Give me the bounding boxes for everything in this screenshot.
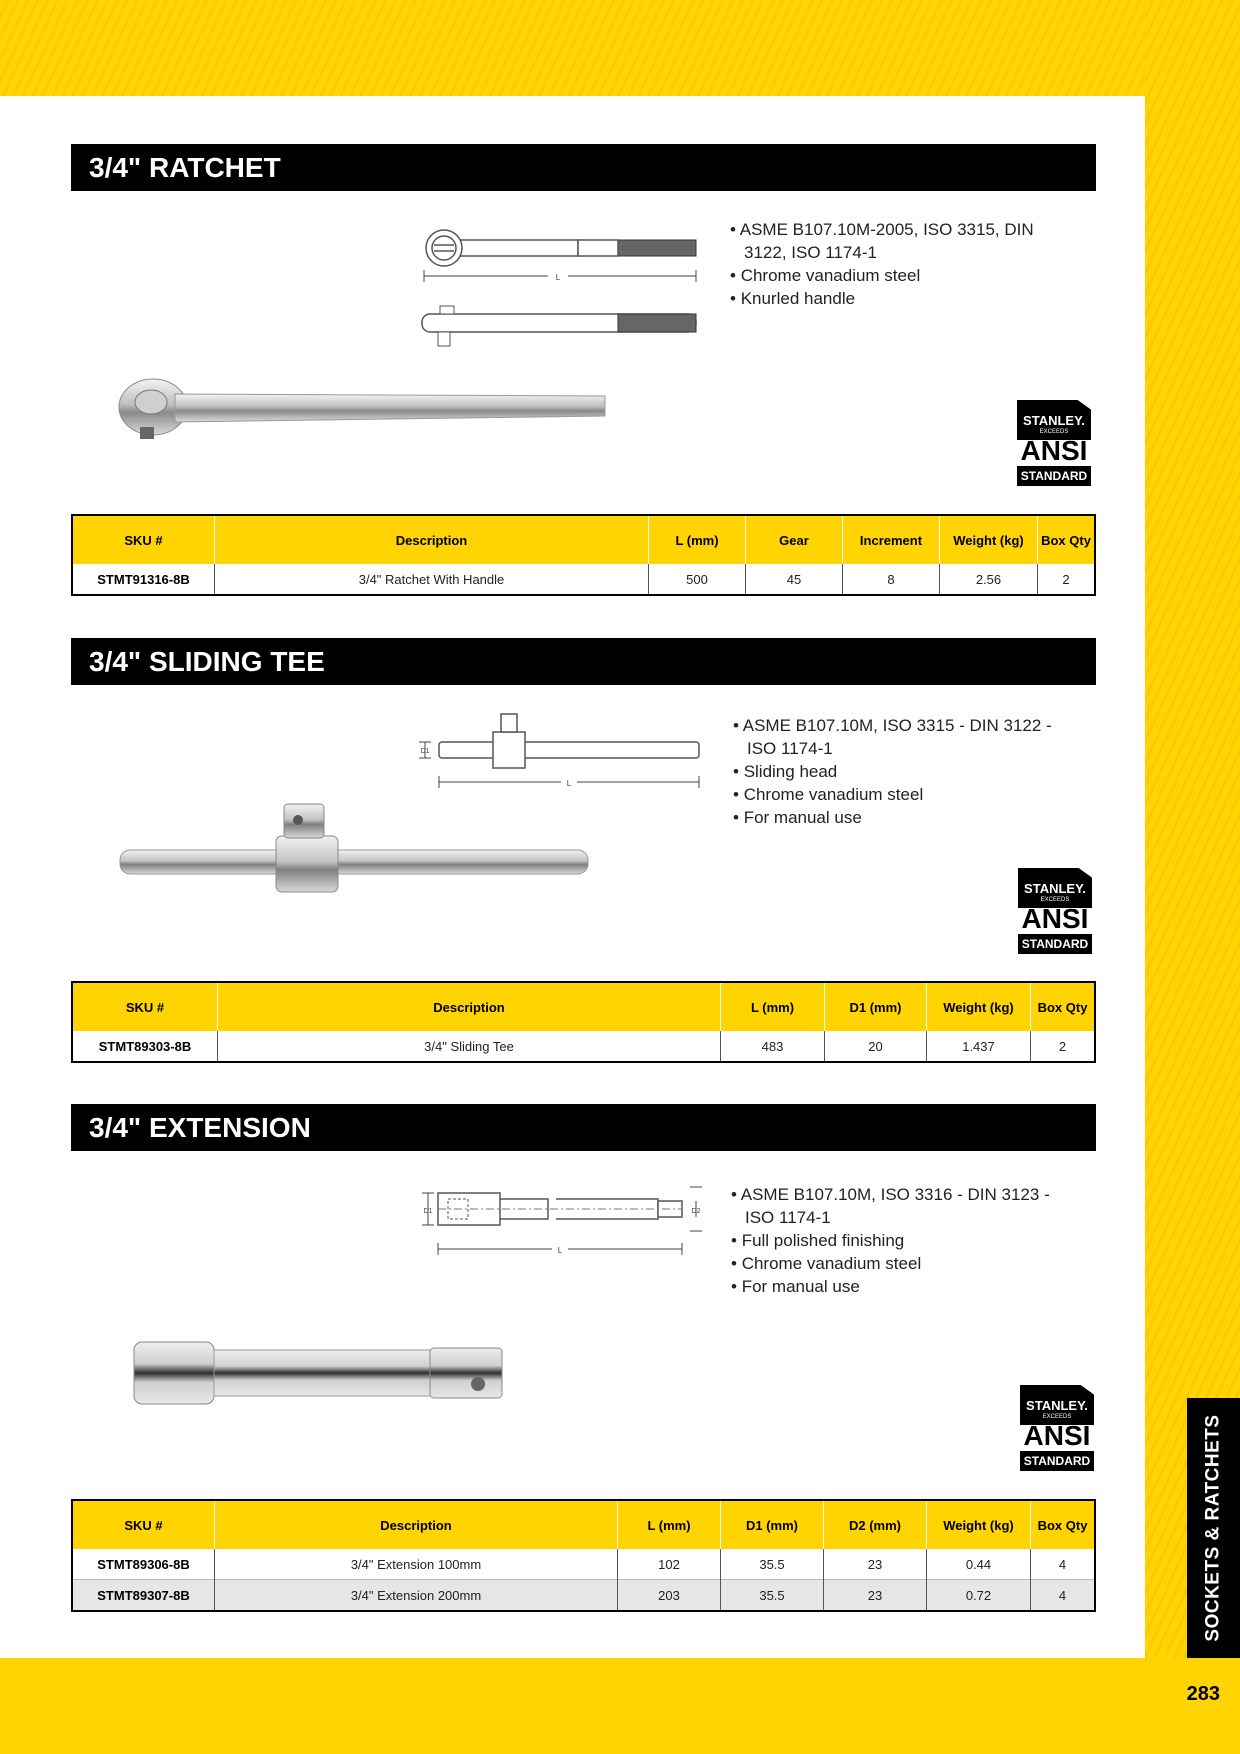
top-decor-band <box>0 0 1240 96</box>
table-row <box>72 1031 1095 1062</box>
table-cell: 483 <box>721 1031 825 1062</box>
ratchet-spec-table <box>71 514 1096 596</box>
table-cell: 2.56 <box>940 564 1038 595</box>
table-cell: 1.437 <box>927 1031 1031 1062</box>
table-cell: 3/4" Extension 200mm <box>215 1580 618 1612</box>
feature-item: • ASME B107.10M-2005, ISO 3315, DIN 3122, ISO 1174-1 <box>730 218 1060 264</box>
sliding-tee-photo <box>118 800 593 895</box>
feature-item: • Chrome vanadium steel <box>730 264 1060 287</box>
table-cell: 500 <box>649 564 746 595</box>
feature-item: • Chrome vanadium steel <box>733 783 1053 806</box>
ratchet-technical-drawing <box>418 218 703 358</box>
sku-cell: STMT89307-8B <box>72 1580 215 1612</box>
dimension-label-D1: D1 <box>420 748 430 755</box>
column-header: Description <box>215 1500 618 1549</box>
bottom-decor-band <box>0 1658 1240 1754</box>
section-title-sliding-tee: 3/4" SLIDING TEE <box>71 638 1096 685</box>
column-header: Increment <box>843 515 940 564</box>
sku-cell: STMT91316-8B <box>72 564 215 595</box>
badge-ansi: ANSI <box>1021 903 1089 934</box>
table-cell: 2 <box>1058 1038 1067 1054</box>
table-cell: 3/4" Sliding Tee <box>218 1031 721 1062</box>
table-cell: 8 <box>843 564 940 595</box>
badge-brand: STANLEY. <box>1024 881 1086 896</box>
badge-exceeds: EXCEEDS <box>1040 897 1070 903</box>
table-cell: 23 <box>824 1580 927 1612</box>
badge-standard: STANDARD <box>1017 466 1091 486</box>
badge-exceeds: EXCEEDS <box>1039 429 1069 435</box>
sliding-tee-spec-table <box>71 981 1096 1063</box>
extension-features <box>731 1183 1051 1298</box>
table-cell: 203 <box>618 1580 721 1612</box>
column-header: Description <box>218 982 721 1031</box>
table-cell: 23 <box>824 1549 927 1580</box>
column-header: SKU # <box>72 1500 215 1549</box>
column-header: Gear <box>746 515 843 564</box>
column-header: Box Qty <box>1031 982 1096 1031</box>
dimension-label-L: L <box>557 1246 563 1255</box>
table-cell: 0.72 <box>927 1580 1031 1612</box>
ratchet-photo <box>115 372 610 444</box>
table-cell: 2 <box>1062 571 1070 587</box>
column-header: SKU # <box>72 515 215 564</box>
section-title-ratchet: 3/4" RATCHET <box>71 144 1096 191</box>
table-cell: 35.5 <box>721 1549 824 1580</box>
column-header: D2 (mm) <box>824 1500 927 1549</box>
table-cell: 0.44 <box>927 1549 1031 1580</box>
feature-item: • Chrome vanadium steel <box>731 1252 1051 1275</box>
ansi-standard-badge <box>1018 868 1092 954</box>
column-header: SKU # <box>72 982 218 1031</box>
sliding-tee-technical-drawing <box>415 708 705 792</box>
feature-item: • For manual use <box>731 1275 1051 1298</box>
table-cell: 3/4" Extension 100mm <box>215 1549 618 1580</box>
feature-item: • ASME B107.10M, ISO 3315 - DIN 3122 - ISO 1174-1 <box>733 714 1053 760</box>
table-row <box>72 564 1095 595</box>
table-cell: 35.5 <box>721 1580 824 1612</box>
badge-brand: STANLEY. <box>1026 1398 1088 1413</box>
feature-item: • Sliding head <box>733 760 1053 783</box>
column-header: D1 (mm) <box>721 1500 824 1549</box>
badge-standard: STANDARD <box>1018 934 1092 954</box>
badge-ansi: ANSI <box>1020 435 1088 466</box>
column-header: L (mm) <box>618 1500 721 1549</box>
category-side-tab <box>1187 1398 1240 1658</box>
column-header: Box Qty <box>1031 1500 1096 1549</box>
dimension-label-L: L <box>566 779 572 788</box>
column-header: Weight (kg) <box>927 982 1031 1031</box>
extension-technical-drawing <box>418 1183 708 1255</box>
column-header: D1 (mm) <box>825 982 927 1031</box>
table-row <box>72 1549 1095 1580</box>
extension-photo <box>130 1332 510 1412</box>
badge-ansi: ANSI <box>1023 1420 1091 1451</box>
table-cell: 20 <box>825 1031 927 1062</box>
table-cell: 45 <box>746 564 843 595</box>
column-header: L (mm) <box>649 515 746 564</box>
page-number: 283 <box>1186 1683 1220 1705</box>
column-header: L (mm) <box>721 982 825 1031</box>
feature-item: • Knurled handle <box>730 287 1060 310</box>
dimension-label-L: L <box>555 273 561 282</box>
ratchet-features <box>730 218 1060 310</box>
badge-exceeds: EXCEEDS <box>1042 1414 1072 1420</box>
sku-cell: STMT89306-8B <box>72 1549 215 1580</box>
table-cell: 3/4" Ratchet With Handle <box>215 564 649 595</box>
sliding-tee-features <box>733 714 1053 829</box>
table-header-row <box>72 1500 1095 1549</box>
feature-item: • For manual use <box>733 806 1053 829</box>
extension-spec-table <box>71 1499 1096 1612</box>
table-header-row <box>72 982 1095 1031</box>
table-cell: 102 <box>618 1549 721 1580</box>
category-label: SOCKETS & RATCHETS <box>1202 1414 1224 1642</box>
dimension-label-D1: D1 <box>423 1208 433 1215</box>
section-title-extension: 3/4" EXTENSION <box>71 1104 1096 1151</box>
table-header-row <box>72 515 1095 564</box>
feature-item: • ASME B107.10M, ISO 3316 - DIN 3123 - ISO 1174-1 <box>731 1183 1051 1229</box>
badge-standard: STANDARD <box>1020 1451 1094 1471</box>
table-row <box>72 1580 1095 1612</box>
feature-item: • Full polished finishing <box>731 1229 1051 1252</box>
ansi-standard-badge <box>1017 400 1091 486</box>
ansi-standard-badge <box>1020 1385 1094 1471</box>
badge-brand: STANLEY. <box>1023 413 1085 428</box>
column-header: Weight (kg) <box>940 515 1038 564</box>
column-header: Box Qty <box>1038 515 1096 564</box>
column-header: Description <box>215 515 649 564</box>
table-cell: 4 <box>1058 1556 1067 1572</box>
sku-cell: STMT89303-8B <box>72 1031 218 1062</box>
dimension-label-D2: D2 <box>691 1208 701 1215</box>
table-cell: 4 <box>1031 1580 1096 1612</box>
column-header: Weight (kg) <box>927 1500 1031 1549</box>
